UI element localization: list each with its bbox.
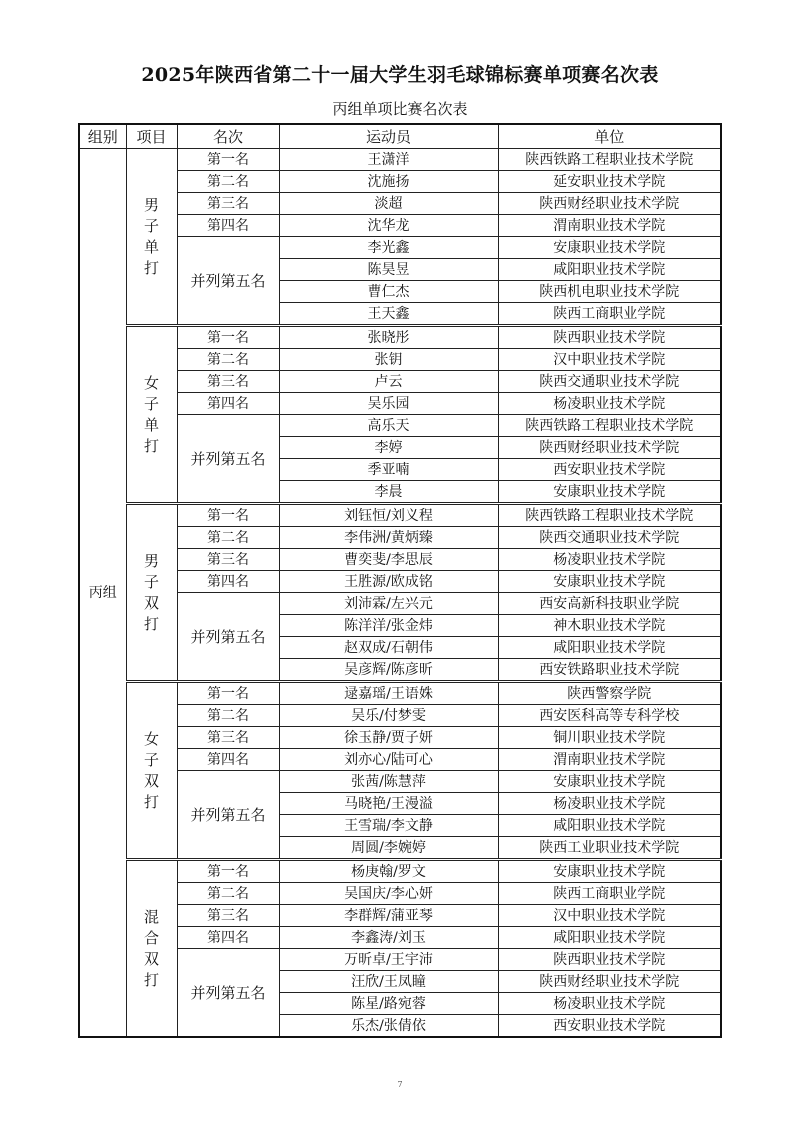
player-cell: 吴乐园 xyxy=(279,393,498,415)
group-cell: 丙组 xyxy=(79,149,126,1038)
rank-cell: 第一名 xyxy=(177,149,279,171)
rank-cell: 第三名 xyxy=(177,193,279,215)
unit-cell: 安康职业技术学院 xyxy=(498,771,721,793)
rank-cell: 第四名 xyxy=(177,571,279,593)
player-cell: 李鑫涛/刘玉 xyxy=(279,927,498,949)
event-cell xyxy=(126,682,177,860)
rank-cell: 第二名 xyxy=(177,349,279,371)
table-row xyxy=(79,860,721,883)
player-cell: 吴乐/付梦雯 xyxy=(279,705,498,727)
player-cell: 王潇洋 xyxy=(279,149,498,171)
player-cell: 李晨 xyxy=(279,481,498,504)
unit-cell: 西安职业技术学院 xyxy=(498,459,721,481)
rank-cell: 第一名 xyxy=(177,326,279,349)
unit-cell: 陕西机电职业技术学院 xyxy=(498,281,721,303)
player-cell: 汪欣/王凤瞳 xyxy=(279,971,498,993)
unit-cell: 安康职业技术学院 xyxy=(498,481,721,504)
player-cell: 沈施扬 xyxy=(279,171,498,193)
unit-cell: 咸阳职业技术学院 xyxy=(498,637,721,659)
unit-cell: 神木职业技术学院 xyxy=(498,615,721,637)
player-cell: 高乐天 xyxy=(279,415,498,437)
unit-cell: 汉中职业技术学院 xyxy=(498,349,721,371)
unit-cell: 陕西工商职业学院 xyxy=(498,883,721,905)
player-cell: 曹仁杰 xyxy=(279,281,498,303)
player-cell: 刘钰恒/刘义程 xyxy=(279,504,498,527)
rank-cell: 第二名 xyxy=(177,705,279,727)
rank-cell: 第三名 xyxy=(177,905,279,927)
unit-cell: 陕西职业技术学院 xyxy=(498,326,721,349)
tie-rank-cell: 并列第五名 xyxy=(177,237,279,326)
player-cell: 赵双成/石朝伟 xyxy=(279,637,498,659)
player-cell: 吴国庆/李心妍 xyxy=(279,883,498,905)
unit-cell: 杨凌职业技术学院 xyxy=(498,793,721,815)
unit-cell: 陕西铁路工程职业技术学院 xyxy=(498,504,721,527)
rank-cell: 第四名 xyxy=(177,927,279,949)
unit-cell: 铜川职业技术学院 xyxy=(498,727,721,749)
tie-rank-cell: 并列第五名 xyxy=(177,949,279,1038)
unit-cell: 咸阳职业技术学院 xyxy=(498,259,721,281)
rank-cell: 第二名 xyxy=(177,883,279,905)
player-cell: 淡超 xyxy=(279,193,498,215)
unit-cell: 西安职业技术学院 xyxy=(498,1015,721,1038)
player-cell: 曹奕斐/李思辰 xyxy=(279,549,498,571)
unit-cell: 渭南职业技术学院 xyxy=(498,749,721,771)
rank-cell: 第三名 xyxy=(177,549,279,571)
unit-cell: 咸阳职业技术学院 xyxy=(498,927,721,949)
player-cell: 王胜源/欧成铭 xyxy=(279,571,498,593)
page-number: 7 xyxy=(397,1080,403,1089)
rank-cell: 第一名 xyxy=(177,682,279,705)
player-cell: 刘亦心/陆可心 xyxy=(279,749,498,771)
event-name: 女子单打 xyxy=(144,373,160,455)
table-row xyxy=(79,504,721,527)
rank-cell: 第四名 xyxy=(177,215,279,237)
rank-cell: 第四名 xyxy=(177,393,279,415)
rank-cell: 第二名 xyxy=(177,171,279,193)
player-cell: 陈洋洋/张金炜 xyxy=(279,615,498,637)
unit-cell: 杨凌职业技术学院 xyxy=(498,393,721,415)
unit-cell: 汉中职业技术学院 xyxy=(498,905,721,927)
table-row xyxy=(79,682,721,705)
unit-cell: 安康职业技术学院 xyxy=(498,237,721,259)
player-cell: 马晓艳/王漫溢 xyxy=(279,793,498,815)
event-name: 男子双打 xyxy=(144,551,160,633)
player-cell: 卢云 xyxy=(279,371,498,393)
unit-cell: 杨凌职业技术学院 xyxy=(498,549,721,571)
player-cell: 张茜/陈慧萍 xyxy=(279,771,498,793)
unit-cell: 杨凌职业技术学院 xyxy=(498,993,721,1015)
table-row xyxy=(79,326,721,349)
unit-cell: 安康职业技术学院 xyxy=(498,571,721,593)
tie-rank-cell: 并列第五名 xyxy=(177,593,279,682)
header-event: 项目 xyxy=(126,124,177,149)
player-cell: 沈华龙 xyxy=(279,215,498,237)
player-cell: 李婷 xyxy=(279,437,498,459)
event-name: 男子单打 xyxy=(144,195,160,277)
unit-cell: 延安职业技术学院 xyxy=(498,171,721,193)
unit-cell: 西安医科高等专科学校 xyxy=(498,705,721,727)
player-cell: 逯嘉瑶/王语姝 xyxy=(279,682,498,705)
rank-cell: 第三名 xyxy=(177,371,279,393)
table-row xyxy=(79,149,721,171)
table-subtitle: 丙组单项比赛名次表 xyxy=(332,100,468,118)
event-cell xyxy=(126,504,177,682)
unit-cell: 西安铁路职业技术学院 xyxy=(498,659,721,682)
rank-cell: 第一名 xyxy=(177,504,279,527)
rank-cell: 第三名 xyxy=(177,727,279,749)
player-cell: 李伟洲/黄炳臻 xyxy=(279,527,498,549)
unit-cell: 陕西交通职业技术学院 xyxy=(498,371,721,393)
rank-cell: 第二名 xyxy=(177,527,279,549)
event-cell xyxy=(126,149,177,326)
player-cell: 吴彦辉/陈彦昕 xyxy=(279,659,498,682)
unit-cell: 陕西工商职业学院 xyxy=(498,303,721,326)
unit-cell: 西安高新科技职业学院 xyxy=(498,593,721,615)
player-cell: 张钥 xyxy=(279,349,498,371)
unit-cell: 陕西警察学院 xyxy=(498,682,721,705)
player-cell: 季亚喃 xyxy=(279,459,498,481)
player-cell: 徐玉静/贾子妍 xyxy=(279,727,498,749)
header-unit: 单位 xyxy=(498,124,721,149)
unit-cell: 咸阳职业技术学院 xyxy=(498,815,721,837)
player-cell: 王天鑫 xyxy=(279,303,498,326)
unit-cell: 陕西铁路工程职业技术学院 xyxy=(498,415,721,437)
document-title: 2025年陕西省第二十一届大学生羽毛球锦标赛单项赛名次表 xyxy=(141,64,659,86)
player-cell: 万昕卓/王宇沛 xyxy=(279,949,498,971)
table-header-row xyxy=(79,124,721,149)
unit-cell: 陕西交通职业技术学院 xyxy=(498,527,721,549)
unit-cell: 渭南职业技术学院 xyxy=(498,215,721,237)
player-cell: 陈星/路宛蓉 xyxy=(279,993,498,1015)
header-player: 运动员 xyxy=(279,124,498,149)
player-cell: 刘沛霖/左兴元 xyxy=(279,593,498,615)
unit-cell: 陕西财经职业技术学院 xyxy=(498,193,721,215)
player-cell: 周圆/李婉婷 xyxy=(279,837,498,860)
event-name: 女子双打 xyxy=(144,729,160,811)
unit-cell: 安康职业技术学院 xyxy=(498,860,721,883)
unit-cell: 陕西职业技术学院 xyxy=(498,949,721,971)
rank-cell: 第四名 xyxy=(177,749,279,771)
event-name: 混合双打 xyxy=(144,907,160,989)
unit-cell: 陕西工业职业技术学院 xyxy=(498,837,721,860)
player-cell: 乐杰/张倩依 xyxy=(279,1015,498,1038)
unit-cell: 陕西财经职业技术学院 xyxy=(498,971,721,993)
player-cell: 李群辉/蒲亚琴 xyxy=(279,905,498,927)
player-cell: 李光鑫 xyxy=(279,237,498,259)
header-group: 组别 xyxy=(79,124,126,149)
unit-cell: 陕西财经职业技术学院 xyxy=(498,437,721,459)
player-cell: 张晓彤 xyxy=(279,326,498,349)
player-cell: 陈昊昱 xyxy=(279,259,498,281)
event-cell xyxy=(126,326,177,504)
unit-cell: 陕西铁路工程职业技术学院 xyxy=(498,149,721,171)
tie-rank-cell: 并列第五名 xyxy=(177,415,279,504)
player-cell: 杨庚翰/罗文 xyxy=(279,860,498,883)
event-cell xyxy=(126,860,177,1038)
tie-rank-cell: 并列第五名 xyxy=(177,771,279,860)
header-rank: 名次 xyxy=(177,124,279,149)
player-cell: 王雪瑞/李文静 xyxy=(279,815,498,837)
table-body xyxy=(79,149,721,1038)
rank-cell: 第一名 xyxy=(177,860,279,883)
rankings-table xyxy=(78,123,722,1038)
